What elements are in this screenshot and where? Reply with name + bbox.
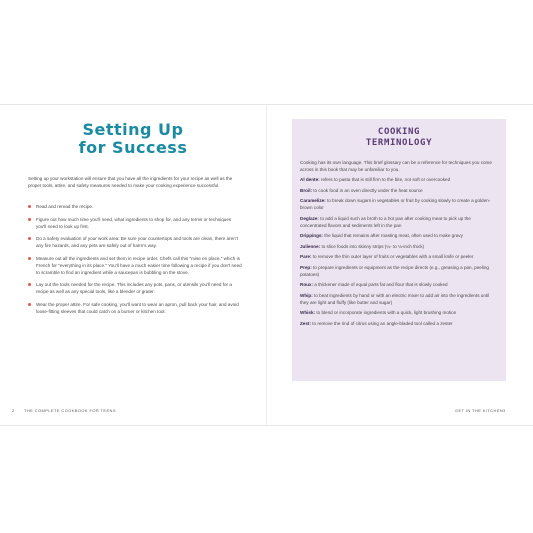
term-definition: the liquid that remains after roasting meat, often used to make gravy [324,233,463,238]
list-item [28,301,242,315]
term-definition: to beat ingredients by hand or with an electric mixer to add air into the ingredients until they are light and fluffy (like butter and sugar) [300,292,490,305]
glossary-box [292,119,506,381]
list-item [300,243,498,250]
intro-paragraph: Setting up your workstation will ensure that you have all the ingredients for your recipe as well as the proper tools, attire, and safety measures needed to make your cooking experience successful. [28,176,233,188]
title-line-2: for Success [78,138,188,157]
left-page [0,105,266,425]
page-number: 2 [12,408,15,413]
tip-text: Figure out how much time you'll need, what ingredients to shop for, and any terms or techniques you'll need to look up first. [36,216,232,229]
bullet-icon [28,218,31,221]
term-name: Whisk: [300,310,316,315]
term-definition: to cook food in an oven directly under the heat source [313,187,423,193]
book-spread [0,104,533,426]
list-item [28,255,242,276]
bullet-icon [28,205,31,208]
bullet-icon [28,257,31,260]
term-name: Julienne: [300,243,321,249]
term-name: Pare: [300,254,312,259]
term-definition: to remove the thin outer layer of fruits or vegetables with a small knife or peeler [312,254,474,259]
term-name: Roux: [300,282,314,287]
term-name: Al dente: [300,177,320,182]
tip-text: Read and reread the recipe. [36,204,94,209]
tip-text: Do a safety evaluation of your work area: Be sure your countertops and tools are clean, there aren't any fire hazards, and any pets are safely out of harm's way. [36,236,238,248]
glossary-intro: Cooking has its own language. This brief glossary can be a reference for techniques you come across in this book that may be unfamiliar to you. [300,160,492,172]
list-item [300,264,498,278]
term-name: Prep: [300,264,312,270]
term-definition: a thickener made of equal parts fat and flour that is slowly cooked [314,282,448,287]
term-name: Deglaze: [300,215,319,221]
page-number: 3 [503,408,506,413]
term-definition: to blend or incorporate ingredients with a quick, light brushing motion [316,310,457,315]
term-name: Zest: [300,320,311,326]
list-item [300,281,498,288]
list-item [28,203,242,210]
term-name: Broil: [300,187,312,193]
term-definition: to break down sugars in vegetables or fruit by cooking slowly to create a golden-brown color [300,198,491,210]
list-item [300,197,498,211]
glossary-terms [300,176,498,330]
tip-text: Wear the proper attire. For safe cooking, you'll want to wear an apron, pull back your hair, and avoid loose-fitting sleeves that could catch on a burner or kitchen tool. [36,301,239,314]
list-item [300,232,498,239]
page-title [0,121,266,157]
glossary-title [292,127,506,149]
term-definition: to remove the rind of citrus using an angle-bladed tool called a zester [312,320,453,326]
bullet-icon [28,283,31,286]
list-item [300,215,498,229]
bullet-icon [28,237,31,240]
term-name: Drippings: [300,233,323,238]
list-item [300,292,498,306]
term-name: Caramelize: [300,198,326,203]
term-name: Whip: [300,292,313,298]
list-item [300,176,498,183]
glossary-title-line-1: COOKING [377,127,421,137]
right-page [267,105,533,425]
list-item [28,216,242,230]
term-definition: refers to pasta that is still firm to the bite, not soft or overcooked [320,177,451,182]
glossary-title-line-2: TERMINOLOGY [365,138,433,148]
tip-text: Measure out all the ingredients and set them in recipe order. Chefs call this "mise en place," which is French for "everything in its place." You'll have a much easier time following a recipe if you don't need to scramble to find an ingredient while a saucepan is bubbling on the stove. [36,255,242,275]
tip-text: Lay out the tools needed for the recipe. This includes any pots, pans, or utensils you'll need for a recipe as well as any special tools, like a blender or grater. [36,282,232,294]
title-line-1: Setting Up [82,120,184,139]
list-item [300,187,498,194]
term-definition: to slice foods into skinny strips (¼- to ⅛-inch thick) [321,243,425,249]
term-definition: to prepare ingredients or equipment as the recipe directs (e.g., greasing a pan, peeling potatoes) [300,264,489,277]
bullet-icon [28,303,31,306]
list-item [28,281,242,295]
running-head: THE COMPLETE COOKBOOK FOR TEENS [24,408,116,413]
term-definition: to add a liquid such as broth to a hot pan after cooking meat to pick up the concentrated flavors and sediments left in the pan [300,215,471,228]
running-head: GET IN THE KITCHEN [455,408,504,413]
tips-list [28,203,242,320]
list-item [300,253,498,260]
list-item [300,320,498,327]
list-item [28,235,242,249]
list-item [300,309,498,316]
